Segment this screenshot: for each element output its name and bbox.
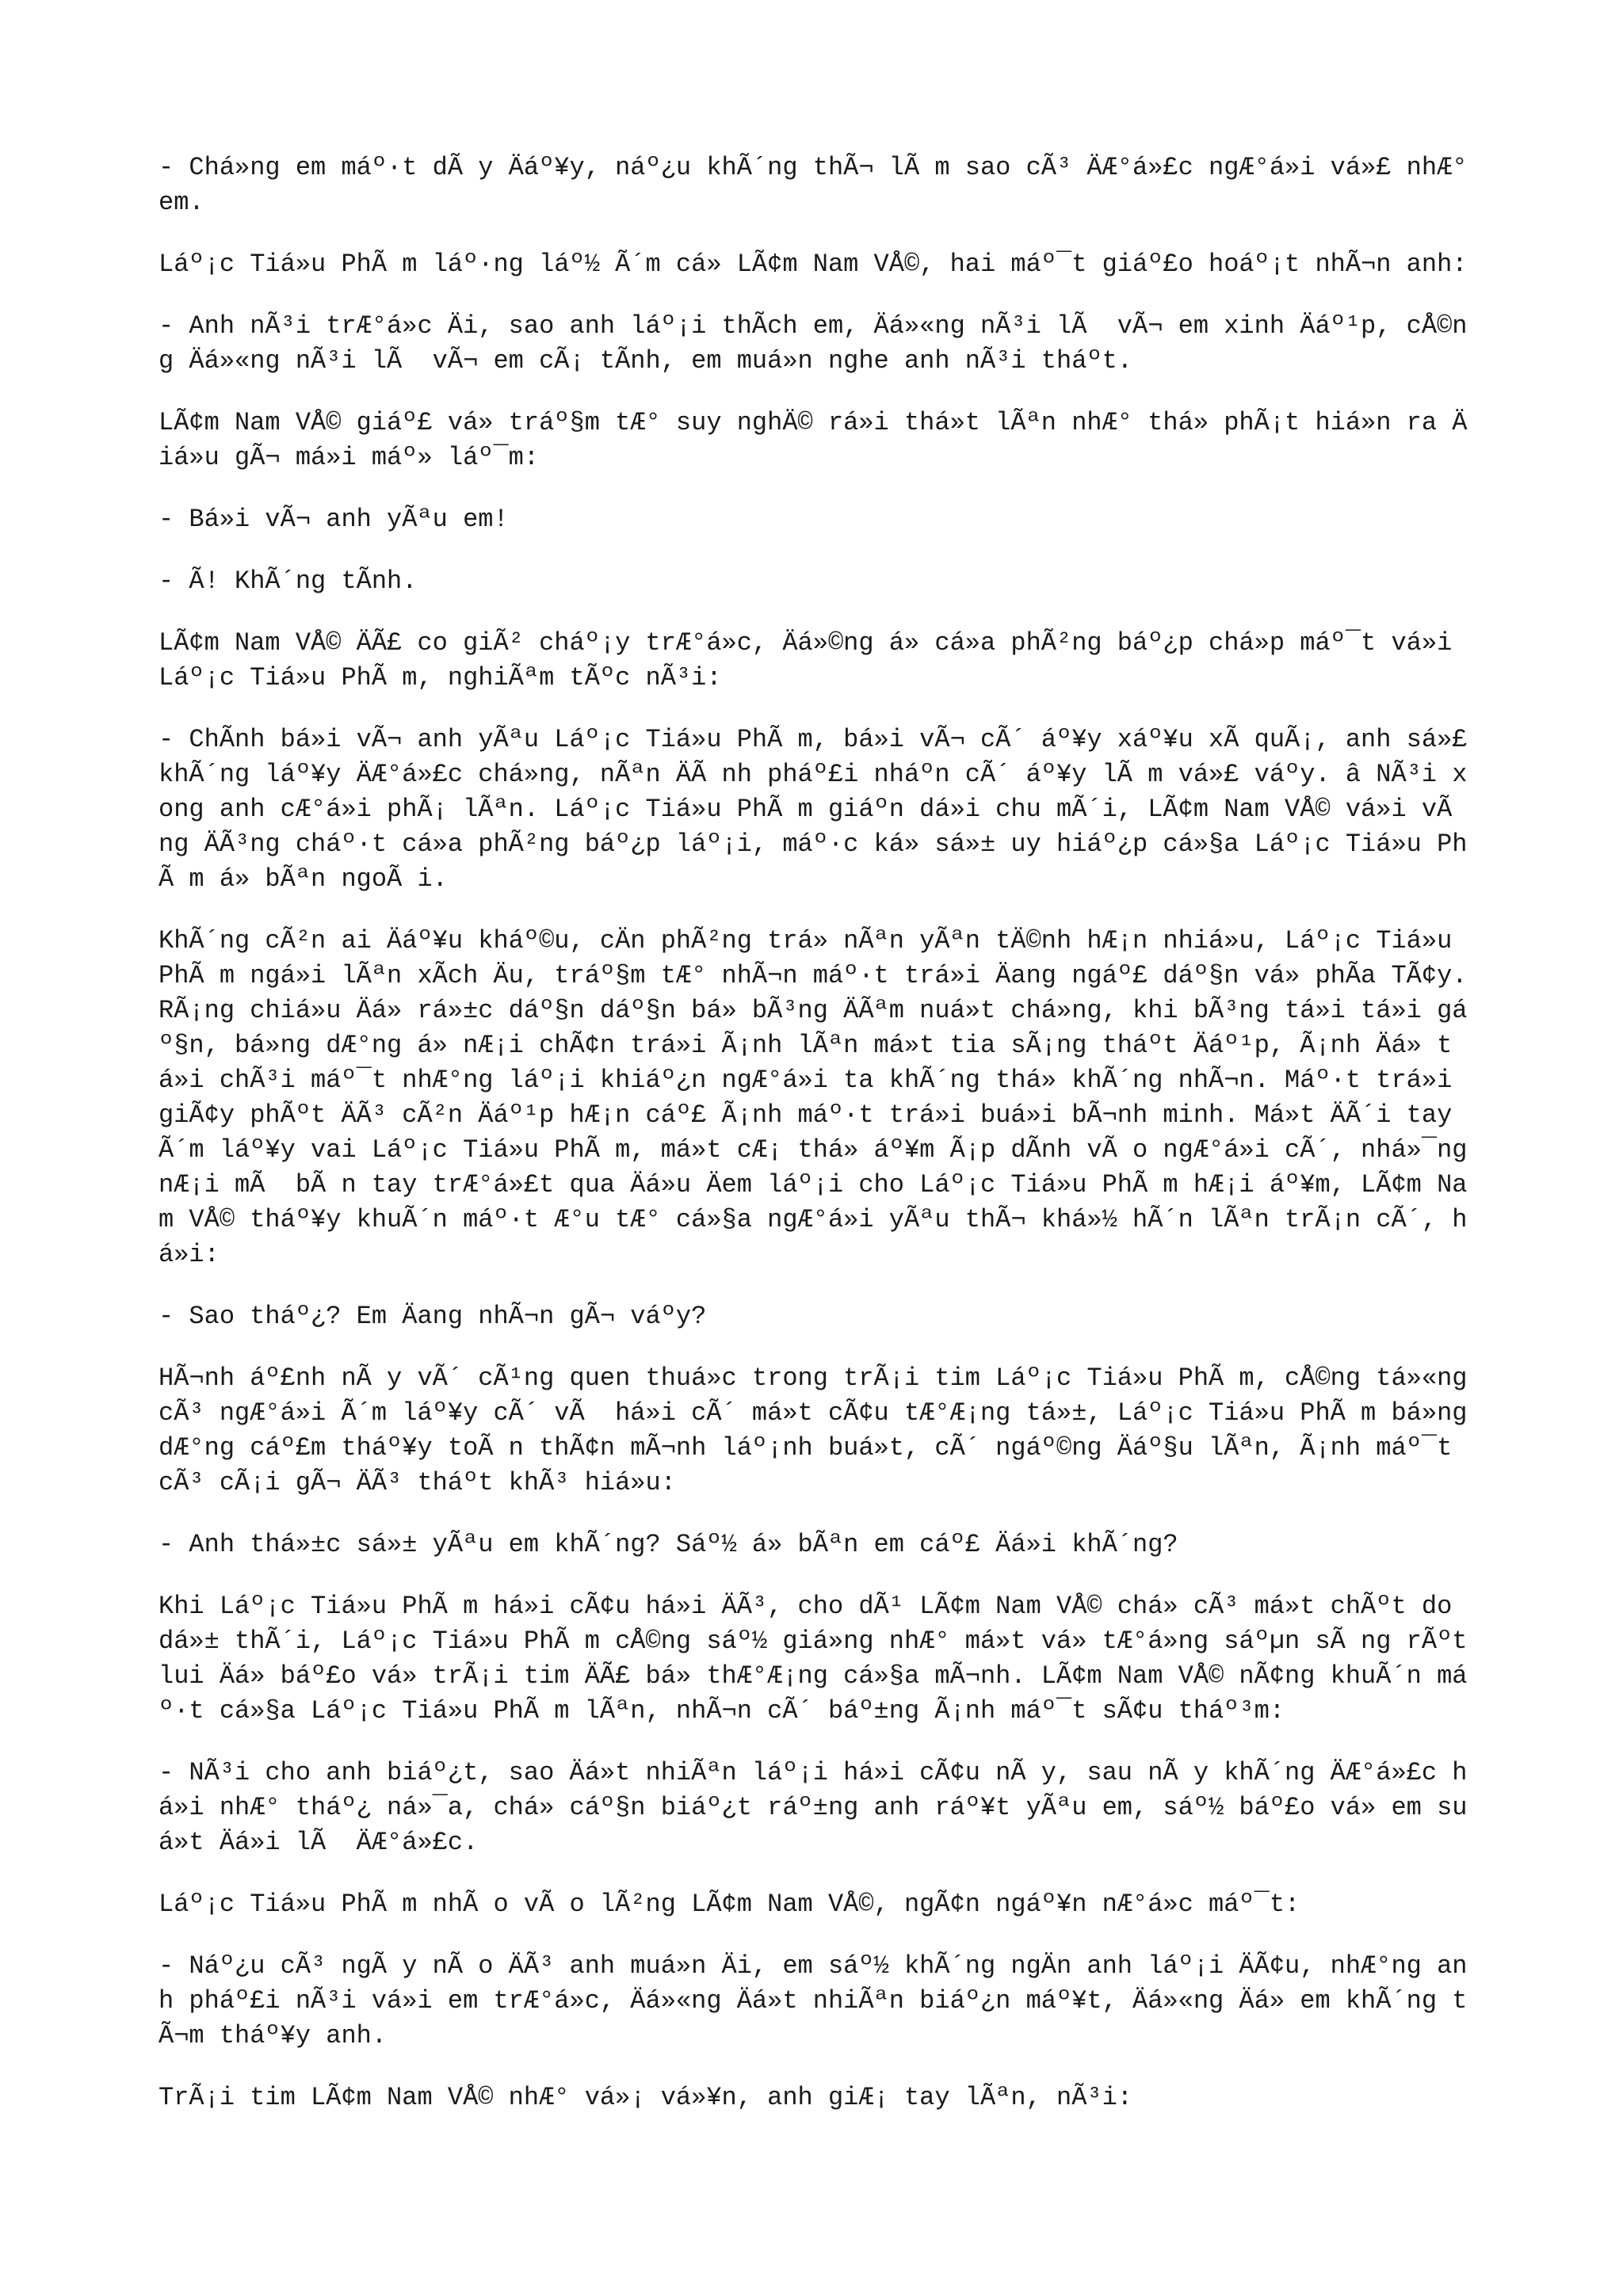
- paragraph: - Chá»ng em máº·t dÃ y Äáº¥y, náº¿u khÃ´ng thÃ¬ lÃ m sao cÃ³ ÄÆ°á»£c ngÆ°á»i vá»£ nhÆ° em.: [158, 153, 1483, 217]
- paragraph: Láº¡c Tiá»u PhÃ m láº·ng láº½ Ã´m cá» LÃ¢m Nam VÅ©, hai máº¯t giáº£o hoáº¡t nhÃ¬n anh:: [158, 250, 1468, 279]
- document-body: [158, 151, 1483, 2142]
- paragraph: - Ã! KhÃ´ng tÃnh.: [158, 566, 418, 596]
- paragraph: Khi Láº¡c Tiá»u PhÃ m há»i cÃ¢u há»i ÄÃ³, cho dÃ¹ LÃ¢m Nam VÅ© chá» cÃ³ má»t chÃºt do dá»± thÃ´i, Láº¡c Tiá»u PhÃ m cÅ©ng sáº½ giá»ng nhÆ° má»t vá» tÆ°á»ng sáºµn sÃ ng rÃºt lui Äá» báº£o vá» trÃ¡i tim ÄÃ£ bá» thÆ°Æ¡ng cá»§a mÃ¬nh. LÃ¢m Nam VÅ© nÃ¢ng khuÃ´n máº·t cá»§a Láº¡c Tiá»u PhÃ m lÃªn, nhÃ¬n cÃ´ báº±ng Ã¡nh máº¯t sÃ¢u tháº³m:: [158, 1592, 1483, 1726]
- paragraph: - Sao tháº¿? Em Äang nhÃ¬n gÃ¬ váºy?: [158, 1302, 707, 1331]
- paragraph: - Anh thá»±c sá»± yÃªu em khÃ´ng? Sáº½ á» bÃªn em cáº£ Äá»i khÃ´ng?: [158, 1530, 1178, 1559]
- paragraph: Láº¡c Tiá»u PhÃ m nhÃ o vÃ o lÃ²ng LÃ¢m Nam VÅ©, ngÃ¢n ngáº¥n nÆ°á»c máº¯t:: [158, 1890, 1300, 1919]
- paragraph: - Anh nÃ³i trÆ°á»c Äi, sao anh láº¡i thÃch em, Äá»«ng nÃ³i lÃ vÃ¬ em xinh Äáº¹p, cÅ©ng Äá»«ng nÃ³i lÃ vÃ¬ em cÃ¡ tÃnh, em muá»n nghe anh nÃ³i tháºt.: [158, 311, 1468, 376]
- paragraph: LÃ¢m Nam VÅ© giáº£ vá» tráº§m tÆ° suy nghÄ© rá»i thá»t lÃªn nhÆ° thá» phÃ¡t hiá»n ra Äiá»u gÃ¬ má»i máº» láº¯m:: [158, 408, 1468, 472]
- paragraph: TrÃ¡i tim LÃ¢m Nam VÅ© nhÆ° vá»¡ vá»¥n, anh giÆ¡ tay lÃªn, nÃ³i:: [158, 2083, 1132, 2112]
- paragraph: KhÃ´ng cÃ²n ai Äáº¥u kháº©u, cÄn phÃ²ng trá» nÃªn yÃªn tÄ©nh hÆ¡n nhiá»u, Láº¡c Tiá»u PhÃ m ngá»i lÃªn xÃch Äu, tráº§m tÆ° nhÃ¬n máº·t trá»i Äang ngáº£ dáº§n vá» phÃa TÃ¢y. RÃ¡ng chiá»u Äá» rá»±c dáº§n dáº§n bá» bÃ³ng ÄÃªm nuá»t chá»ng, khi bÃ³ng tá»i tá»i gáº§n, bá»ng dÆ°ng á» nÆ¡i chÃ¢n trá»i Ã¡nh lÃªn má»t tia sÃ¡ng tháºt Äáº¹p, Ã¡nh Äá» tá»i chÃ³i máº¯t nhÆ°ng láº¡i khiáº¿n ngÆ°á»i ta khÃ´ng thá» khÃ´ng nhÃ¬n. Máº·t trá»i giÃ¢y phÃºt ÄÃ³ cÃ²n Äáº¹p hÆ¡n cáº£ Ã¡nh máº·t trá»i buá»i bÃ¬nh minh. Má»t ÄÃ´i tay Ã´m láº¥y vai Láº¡c Tiá»u PhÃ m, má»t cÆ¡ thá» áº¥m Ã¡p dÃnh vÃ o ngÆ°á»i cÃ´, nhá»¯ng nÆ¡i mÃ bÃ n tay trÆ°á»£t qua Äá»u Äem láº¡i cho Láº¡c Tiá»u PhÃ m hÆ¡i áº¥m, LÃ¢m Nam VÅ© tháº¥y khuÃ´n máº·t Æ°u tÆ° cá»§a ngÆ°á»i yÃªu thÃ¬ khá»½ hÃ´n lÃªn trÃ¡n cÃ´, há»i:: [158, 926, 1483, 1269]
- paragraph: LÃ¢m Nam VÅ© ÄÃ£ co giÃ² cháº¡y trÆ°á»c, Äá»©ng á» cá»a phÃ²ng báº¿p chá»p máº¯t vá»i Láº¡c Tiá»u PhÃ m, nghiÃªm tÃºc nÃ³i:: [158, 628, 1468, 692]
- paragraph: HÃ¬nh áº£nh nÃ y vÃ´ cÃ¹ng quen thuá»c trong trÃ¡i tim Láº¡c Tiá»u PhÃ m, cÅ©ng tá»«ng cÃ³ ngÆ°á»i Ã´m láº¥y cÃ´ vÃ há»i cÃ´ má»t cÃ¢u tÆ°Æ¡ng tá»±, Láº¡c Tiá»u PhÃ m bá»ng dÆ°ng cáº£m tháº¥y toÃ n thÃ¢n mÃ¬nh láº¡nh buá»t, cÃ´ ngáº©ng Äáº§u lÃªn, Ã¡nh máº¯t cÃ³ cÃ¡i gÃ¬ ÄÃ³ tháºt khÃ³ hiá»u:: [158, 1363, 1483, 1497]
- paragraph: - Náº¿u cÃ³ ngÃ y nÃ o ÄÃ³ anh muá»n Äi, em sáº½ khÃ´ng ngÄn anh láº¡i ÄÃ¢u, nhÆ°ng anh pháº£i nÃ³i vá»i em trÆ°á»c, Äá»«ng Äá»t nhiÃªn biáº¿n máº¥t, Äá»«ng Äá» em khÃ´ng tÃ¬m tháº¥y anh.: [158, 1951, 1468, 2050]
- paragraph: - NÃ³i cho anh biáº¿t, sao Äá»t nhiÃªn láº¡i há»i cÃ¢u nÃ y, sau nÃ y khÃ´ng ÄÆ°á»£c há»i nhÆ° tháº¿ ná»¯a, chá» cáº§n biáº¿t ráº±ng anh ráº¥t yÃªu em, sáº½ báº£o vá» em suá»t Äá»i lÃ ÄÆ°á»£c.: [158, 1758, 1468, 1857]
- paragraph: - Bá»i vÃ¬ anh yÃªu em!: [158, 505, 509, 534]
- paragraph: - ChÃnh bá»i vÃ¬ anh yÃªu Láº¡c Tiá»u PhÃ m, bá»i vÃ¬ cÃ´ áº¥y xáº¥u xÃ quÃ¡, anh sá»£ khÃ´ng láº¥y ÄÆ°á»£c chá»ng, nÃªn ÄÃ nh pháº£i nháºn cÃ´ áº¥y lÃ m vá»£ váºy. â NÃ³i xong anh cÆ°á»i phÃ¡ lÃªn. Láº¡c Tiá»u PhÃ m giáºn dá»i chu mÃ´i, LÃ¢m Nam VÅ© vá»i vÃ ng ÄÃ³ng cháº·t cá»a phÃ²ng báº¿p láº¡i, máº·c ká» sá»± uy hiáº¿p cá»§a Láº¡c Tiá»u PhÃ m á» bÃªn ngoÃ i.: [158, 725, 1483, 894]
